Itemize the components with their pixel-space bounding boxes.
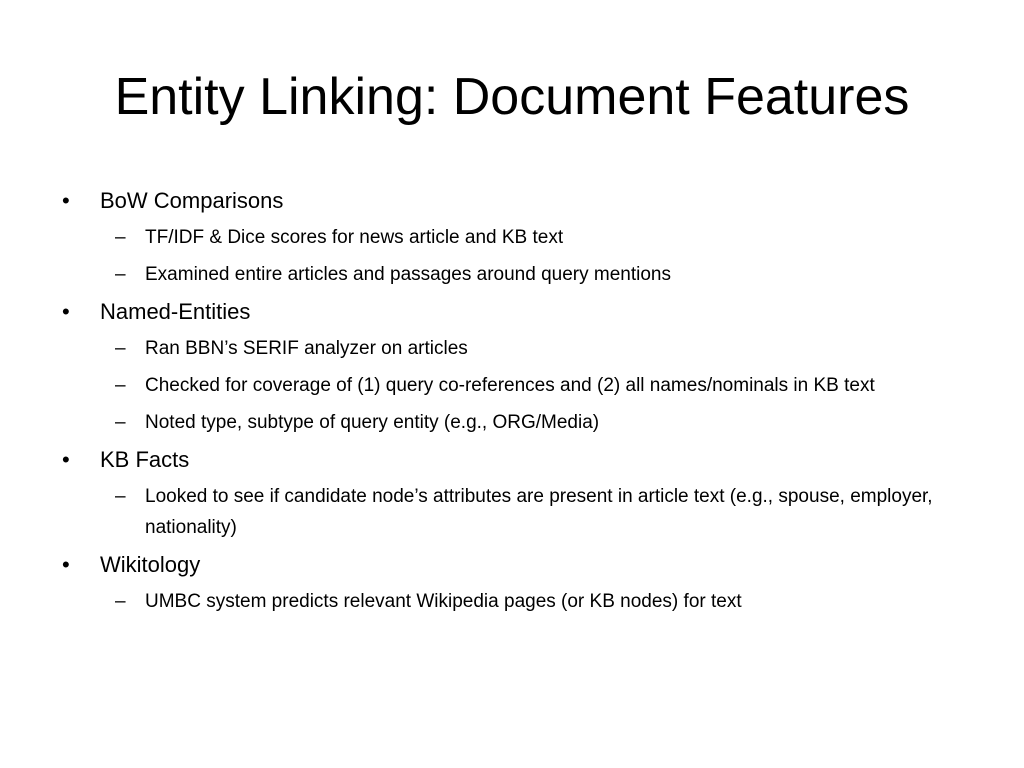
sub-list [0,333,1024,438]
sub-item [0,259,1024,290]
bullet-text: Named-Entities [100,299,251,324]
dash-icon: – [115,591,126,612]
sub-item [0,407,1024,438]
bullet-text: BoW Comparisons [100,188,284,213]
dash-icon: – [115,338,126,359]
slide-title: Entity Linking: Document Features [114,68,910,126]
bullet-item [0,296,1024,328]
sub-item [0,586,1024,617]
sub-item [0,333,1024,364]
sub-item [0,481,1024,543]
sub-item [0,370,1024,401]
sub-item-text: Looked to see if candidate node’s attributes are present in article text (e.g., spouse, employer, nationality) [145,486,933,538]
bullet-item [0,444,1024,476]
dash-icon: – [115,375,126,396]
dash-icon: – [115,412,126,433]
sub-item-text: Examined entire articles and passages around query mentions [145,264,671,285]
bullet-text: Wikitology [100,552,201,577]
bullet-item [0,185,1024,217]
dash-icon: – [115,264,126,285]
bullet-icon: • [62,188,70,213]
sub-list [0,222,1024,290]
sub-item-text: Ran BBN’s SERIF analyzer on articles [145,338,468,359]
sub-item-text: TF/IDF & Dice scores for news article and KB text [145,227,564,248]
bullet-item [0,549,1024,581]
bullet-list [0,185,1024,623]
sub-item-text: Checked for coverage of (1) query co-references and (2) all names/nominals in KB text [145,375,875,396]
bullet-icon: • [62,299,70,324]
sub-list [0,481,1024,543]
dash-icon: – [115,227,126,248]
bullet-icon: • [62,447,70,472]
sub-list [0,586,1024,617]
dash-icon: – [115,486,126,507]
bullet-text: KB Facts [100,447,190,472]
bullet-icon: • [62,552,70,577]
sub-item-text: Noted type, subtype of query entity (e.g., ORG/Media) [145,412,600,433]
sub-item-text: UMBC system predicts relevant Wikipedia pages (or KB nodes) for text [145,591,742,612]
sub-item [0,222,1024,253]
